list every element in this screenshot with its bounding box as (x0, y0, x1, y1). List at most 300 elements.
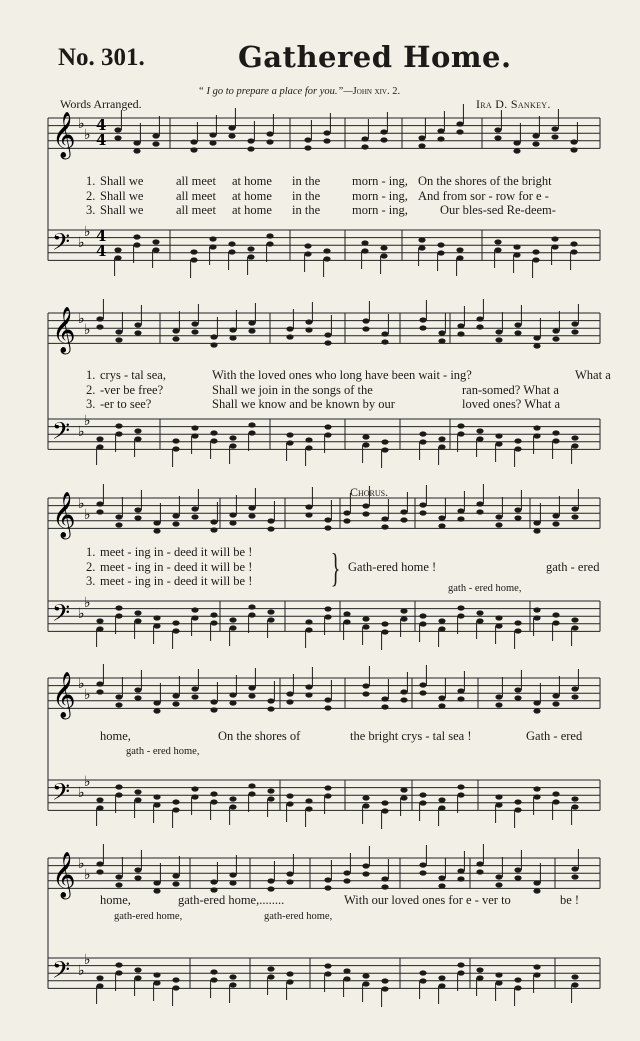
note-head (323, 256, 330, 261)
note-head (495, 802, 502, 807)
flat-icon: ♭ (84, 322, 91, 338)
lyric: Shall we (100, 189, 144, 203)
lyric: Shall we (100, 174, 144, 188)
time-signature: 4 (96, 116, 107, 134)
flat-icon: ♭ (78, 676, 85, 692)
note-head (438, 523, 445, 528)
note-head (571, 617, 578, 622)
note-head (267, 518, 274, 523)
note-head (134, 687, 141, 692)
note-head (495, 874, 502, 879)
note-head (96, 324, 103, 329)
note-head (305, 512, 312, 517)
lyric: gath - ered (546, 560, 600, 574)
note-head (172, 521, 179, 526)
note-head (457, 323, 464, 328)
note-head (115, 613, 122, 618)
system5-bass-words-2: gath-ered home, (264, 911, 333, 922)
note-head (570, 147, 577, 152)
note-head (229, 692, 236, 697)
lyric: Gath - ered (526, 729, 583, 743)
note-head (495, 615, 502, 620)
note-head (134, 428, 141, 433)
note-head (210, 430, 217, 435)
note-head (438, 983, 445, 988)
note-head (571, 625, 578, 630)
note-head (267, 609, 274, 614)
note-head (381, 516, 388, 521)
flat-icon: ♭ (84, 507, 91, 523)
note-head (476, 509, 483, 514)
note-head (418, 245, 425, 250)
note-head (476, 967, 483, 972)
note-head (362, 616, 369, 621)
note-head (571, 874, 578, 879)
note-head (286, 979, 293, 984)
note-head (248, 685, 255, 690)
note-head (400, 795, 407, 800)
lyric: Shall we (100, 203, 144, 217)
note-head (552, 438, 559, 443)
note-head (229, 804, 236, 809)
note-head (552, 336, 559, 341)
note-head (552, 791, 559, 796)
note-head (286, 971, 293, 976)
chorus-label: Chorus. (350, 485, 389, 499)
note-head (381, 447, 388, 452)
lyric: Gath-ered home ! (348, 560, 437, 574)
note-head (115, 874, 122, 879)
note-head (190, 249, 197, 254)
note-head (438, 703, 445, 708)
note-head (533, 425, 540, 430)
note-head (152, 247, 159, 252)
note-head (152, 133, 159, 138)
note-head (191, 694, 198, 699)
verse-number: 2. (86, 189, 96, 203)
note-head (305, 619, 312, 624)
note-head (438, 797, 445, 802)
note-head (229, 625, 236, 630)
note-head (437, 136, 444, 141)
note-head (134, 695, 141, 700)
note-head (400, 787, 407, 792)
note-head (361, 240, 368, 245)
note-head (324, 340, 331, 345)
note-head (513, 244, 520, 249)
lyric: On the shores of (218, 729, 301, 743)
note-head (552, 693, 559, 698)
note-head (286, 440, 293, 445)
note-head (571, 974, 578, 979)
note-head (495, 882, 502, 887)
note-head (514, 438, 521, 443)
note-head (172, 336, 179, 341)
note-head (191, 615, 198, 620)
note-head (248, 604, 255, 609)
note-head (533, 880, 540, 885)
note-head (114, 127, 121, 132)
bass-clef-icon: 𝄢 (52, 599, 71, 632)
note-head (438, 436, 445, 441)
note-head (134, 610, 141, 615)
note-head (266, 233, 273, 238)
note-head (533, 786, 540, 791)
note-head (134, 867, 141, 872)
lyric: in the (292, 189, 321, 203)
lyric: in the (292, 174, 321, 188)
lyric: home, (100, 729, 131, 743)
note-head (514, 977, 521, 982)
note-head (248, 513, 255, 518)
note-head (248, 430, 255, 435)
note-head (286, 793, 293, 798)
note-head (533, 794, 540, 799)
note-head (210, 620, 217, 625)
flat-icon: ♭ (78, 606, 85, 622)
note-head (381, 808, 388, 813)
note-head (514, 446, 521, 451)
note-head (324, 785, 331, 790)
note-head (267, 698, 274, 703)
note-head (153, 623, 160, 628)
note-head (438, 695, 445, 700)
note-head (381, 876, 388, 881)
note-head (96, 501, 103, 506)
note-head (419, 800, 426, 805)
note-head (191, 433, 198, 438)
flat-icon: ♭ (84, 687, 91, 703)
lyric: meet - ing in - deed it will be ! (100, 574, 253, 588)
note-head (571, 329, 578, 334)
note-head (457, 605, 464, 610)
note-head (286, 801, 293, 806)
hymn-number: No. 301. (58, 44, 145, 71)
note-head (457, 431, 464, 436)
note-head (381, 331, 388, 336)
note-head (115, 605, 122, 610)
note-head (248, 328, 255, 333)
note-head (514, 695, 521, 700)
note-head (362, 803, 369, 808)
note-head (495, 329, 502, 334)
note-head (210, 791, 217, 796)
lyric: -er to see? (100, 397, 152, 411)
note-head (533, 888, 540, 893)
note-head (324, 697, 331, 702)
note-head (456, 247, 463, 252)
note-head (438, 875, 445, 880)
note-head (324, 332, 331, 337)
note-head (457, 696, 464, 701)
note-head (115, 784, 122, 789)
note-head (266, 139, 273, 144)
note-head (115, 522, 122, 527)
note-head (323, 248, 330, 253)
note-head (286, 879, 293, 884)
note-head (533, 708, 540, 713)
note-head (114, 255, 121, 260)
note-head (438, 883, 445, 888)
lyric: all meet (176, 189, 216, 203)
note-head (267, 878, 274, 883)
note-head (476, 436, 483, 441)
lyric: loved ones? What a (462, 397, 560, 411)
note-head (267, 966, 274, 971)
note-head (571, 443, 578, 448)
note-head (210, 519, 217, 524)
note-head (210, 879, 217, 884)
note-head (266, 131, 273, 136)
note-head (418, 135, 425, 140)
note-head (324, 793, 331, 798)
note-head (229, 443, 236, 448)
note-head (324, 877, 331, 882)
time-signature: 4 (96, 242, 107, 260)
note-head (533, 343, 540, 348)
note-head (133, 234, 140, 239)
note-head (267, 617, 274, 622)
note-head (324, 606, 331, 611)
system3-bass-words: gath - ered home, (448, 583, 522, 594)
note-head (419, 682, 426, 687)
note-head (115, 694, 122, 699)
note-head (286, 871, 293, 876)
flat-icon: ♭ (78, 785, 85, 801)
note-head (172, 620, 179, 625)
note-head (248, 505, 255, 510)
note-head (552, 513, 559, 518)
note-head (457, 784, 464, 789)
note-head (438, 444, 445, 449)
flat-icon: ♭ (78, 424, 85, 440)
note-head (571, 982, 578, 987)
note-head (400, 509, 407, 514)
note-head (419, 439, 426, 444)
note-head (172, 628, 179, 633)
note-head (533, 335, 540, 340)
note-head (115, 337, 122, 342)
note-head (248, 791, 255, 796)
note-head (190, 257, 197, 262)
note-head (229, 512, 236, 517)
note-head (229, 880, 236, 885)
note-head (551, 244, 558, 249)
scripture-text: “ I go to prepare a place for you.”— (198, 86, 353, 97)
note-head (457, 331, 464, 336)
composer-credit: Ira D. Sankey. (476, 97, 551, 111)
note-head (267, 796, 274, 801)
note-head (96, 436, 103, 441)
flat-icon: ♭ (84, 127, 91, 143)
note-head (324, 971, 331, 976)
note-head (153, 528, 160, 533)
lyric: morn - ing, (352, 189, 408, 203)
note-head (209, 140, 216, 145)
note-head (209, 236, 216, 241)
note-head (210, 699, 217, 704)
note-head (495, 522, 502, 527)
note-head (96, 983, 103, 988)
note-head (115, 882, 122, 887)
note-head (514, 515, 521, 520)
note-head (362, 442, 369, 447)
note-head (418, 143, 425, 148)
note-head (134, 975, 141, 980)
treble-clef-icon: 𝄞 (52, 492, 76, 538)
time-signature: 4 (96, 131, 107, 149)
note-head (228, 241, 235, 246)
note-head (324, 432, 331, 437)
note-head (362, 326, 369, 331)
note-head (476, 618, 483, 623)
note-head (438, 338, 445, 343)
note-head (304, 251, 311, 256)
note-head (532, 249, 539, 254)
note-head (343, 968, 350, 973)
note-head (533, 972, 540, 977)
note-head (570, 249, 577, 254)
note-head (419, 317, 426, 322)
note-head (362, 973, 369, 978)
note-head (229, 974, 236, 979)
note-head (267, 526, 274, 531)
lyric: home, (100, 893, 131, 907)
note-head (305, 327, 312, 332)
note-head (267, 886, 274, 891)
lyric: crys - tal sea, (100, 368, 166, 382)
note-head (115, 962, 122, 967)
note-head (419, 621, 426, 626)
note-head (362, 434, 369, 439)
note-head (438, 805, 445, 810)
note-head (115, 514, 122, 519)
note-head (229, 435, 236, 440)
note-head (305, 692, 312, 697)
lyric: What a (575, 368, 611, 382)
note-head (210, 887, 217, 892)
bass-clef-icon: 𝄢 (52, 228, 71, 261)
note-head (286, 699, 293, 704)
note-head (438, 618, 445, 623)
note-head (134, 515, 141, 520)
note-head (551, 134, 558, 139)
note-head (381, 439, 388, 444)
note-head (343, 870, 350, 875)
note-head (457, 962, 464, 967)
lyric: the bright crys - tal sea ! (350, 729, 472, 743)
flat-icon: ♭ (78, 116, 85, 132)
note-head (381, 978, 388, 983)
note-head (419, 502, 426, 507)
note-head (514, 322, 521, 327)
note-head (134, 967, 141, 972)
note-head (96, 681, 103, 686)
note-head (457, 423, 464, 428)
note-head (172, 438, 179, 443)
note-head (514, 985, 521, 990)
note-head (381, 621, 388, 626)
note-head (533, 607, 540, 612)
note-head (514, 330, 521, 335)
note-head (172, 799, 179, 804)
note-head (247, 254, 254, 259)
note-head (362, 624, 369, 629)
note-head (228, 125, 235, 130)
note-head (153, 880, 160, 885)
note-head (247, 138, 254, 143)
flat-icon: ♭ (78, 235, 85, 251)
note-head (571, 804, 578, 809)
note-head (380, 129, 387, 134)
note-head (172, 985, 179, 990)
time-signature: 4 (96, 227, 107, 245)
note-head (248, 612, 255, 617)
lyric: meet - ing in - deed it will be ! (100, 545, 253, 559)
verse-number: 2. (86, 383, 96, 397)
note-head (495, 441, 502, 446)
note-head (247, 146, 254, 151)
note-head (570, 139, 577, 144)
note-head (343, 611, 350, 616)
note-head (266, 241, 273, 246)
note-head (134, 507, 141, 512)
note-head (304, 243, 311, 248)
note-head (305, 319, 312, 324)
note-head (323, 130, 330, 135)
note-head (304, 137, 311, 142)
note-head (514, 620, 521, 625)
note-head (419, 510, 426, 515)
note-head (248, 693, 255, 698)
note-head (476, 975, 483, 980)
note-head (248, 783, 255, 788)
note-head (494, 135, 501, 140)
note-head (380, 137, 387, 142)
lyric: be ! (560, 893, 580, 907)
note-head (533, 528, 540, 533)
note-head (210, 707, 217, 712)
note-head (152, 141, 159, 146)
note-head (229, 327, 236, 332)
note-head (381, 696, 388, 701)
note-head (532, 141, 539, 146)
note-head (133, 140, 140, 145)
note-head (552, 701, 559, 706)
note-head (210, 612, 217, 617)
note-head (362, 511, 369, 516)
note-head (495, 980, 502, 985)
note-head (286, 334, 293, 339)
note-head (476, 428, 483, 433)
note-head (229, 617, 236, 622)
note-head (419, 613, 426, 618)
note-head (457, 876, 464, 881)
note-head (323, 138, 330, 143)
note-head (381, 986, 388, 991)
note-head (532, 257, 539, 262)
note-head (495, 694, 502, 699)
note-head (133, 148, 140, 153)
note-head (210, 342, 217, 347)
note-head (191, 506, 198, 511)
note-head (228, 133, 235, 138)
note-head (514, 807, 521, 812)
note-head (457, 792, 464, 797)
note-head (362, 691, 369, 696)
note-head (209, 244, 216, 249)
note-head (456, 255, 463, 260)
